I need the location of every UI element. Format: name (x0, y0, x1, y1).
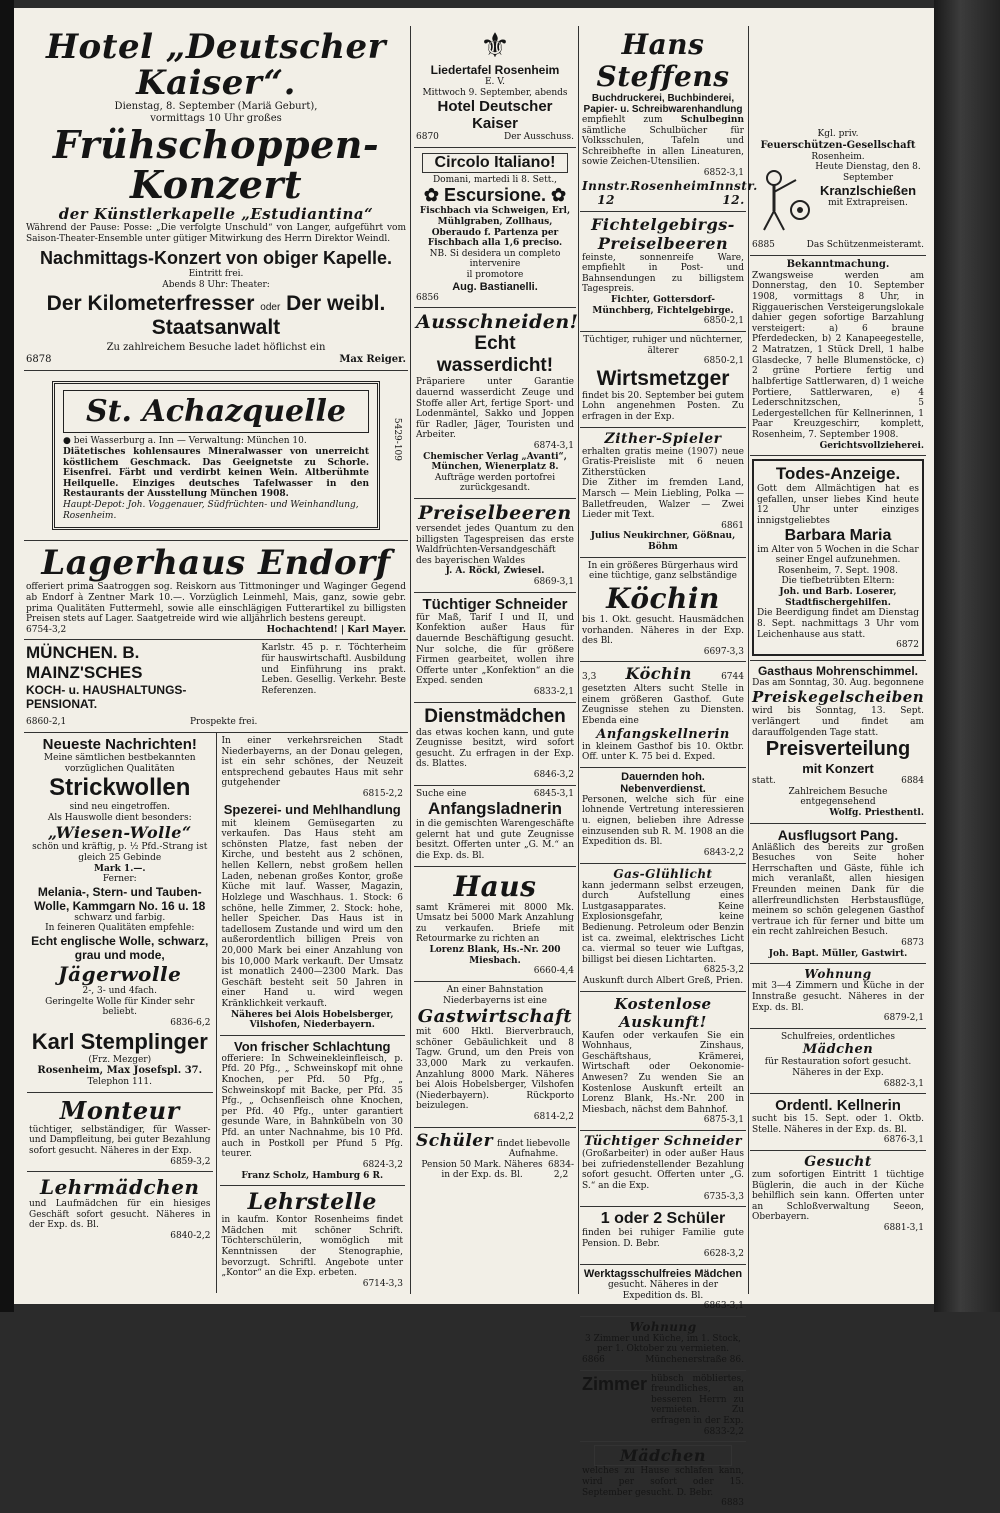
ad-monteur (27, 1093, 213, 1172)
ad-text: Fichter, Gottersdorf-Münchberg, Fichtelgebirge. (592, 295, 734, 316)
ad-text: Zahlreichem Besuche entgegensehend (788, 786, 888, 808)
ad-text: in kaufm. Kontor Rosenheims findet Mädchen mit schöner Schrift. Töchterschülerin, womöglich mit Kenntnissen der Stenographie, bevorzugt. Schriftl. Angebote unter „Kontor“ an die Exp. erbeten. (221, 1215, 403, 1279)
ad-text: für Maß, Tarif I und II, und Konfektion außer Haus für dauernde Beschäftigung gesucht. Nur solche, die für größere Firmen gearbeitet, wollen ihre Offerte unter „Konfektion“ an die Exped. senden (416, 612, 574, 687)
ad-number: 6872 (896, 640, 919, 651)
ad-title: Wohnung (804, 967, 872, 982)
ad-text: Als Hauswolle dient besonders: (47, 812, 192, 823)
ad-zimmer (580, 1371, 746, 1443)
ad-bekanntmachung (750, 256, 926, 456)
ad-title: MÜNCHEN. B. MAINZ'SCHES (26, 643, 143, 683)
ad-title: Werktagsschulfreies Mädchen (583, 1267, 743, 1280)
ad-footer: 6866 Münchenerstraße 86. (582, 1355, 744, 1366)
ad-schuler (414, 1128, 576, 1185)
ad-text: il promotore (466, 270, 524, 281)
ad-kellnerin (750, 1094, 926, 1151)
ad-text: empfiehlt zum Schulbeginn sämtliche Schulbücher für Volksschulen, Tafeln und Schreibhefte in allen Lineaturen, sowie Zeichen-Utensilien. (582, 115, 744, 168)
ad-text: versendet jedes Quantum zu den billigsten Tagespreisen das erste Waldfrüchten-Versandgeschäft des bayerischen Waldes (416, 524, 574, 566)
ad-haus (414, 867, 576, 982)
ad-headline: ✿ Escursione. ✿ (423, 185, 567, 206)
ad-ausflugsort (750, 824, 926, 965)
ad-number: 6852-3,1 (703, 168, 744, 179)
ad-text: Anläßlich des bereits zur großen Besuches von Seite hoher Herrschaften und Gäste, fühle ich mich veranlaßt, allen hiesigen Freunden meinen Dank für die allerfreundlichsten Herbstausflüge, meinem so schön gelegenen Gasthof vertraue ich für ferner und bitte um ein recht zahlreichen Besuch. (752, 842, 924, 938)
ad-number: 5429-109 (392, 418, 402, 462)
ad-footer: Pension 50 Mark. Näheres in der Exp. ds. Bl. 6834-2,2 (421, 1159, 574, 1181)
ad-title: Gesucht (804, 1154, 872, 1170)
ad-text: Rosenheim. (811, 151, 865, 162)
ad-text: Kgl. priv. (817, 129, 859, 139)
ad-text: Tüchtiger, ruhiger und nüchterner, älterer (583, 334, 743, 356)
ad-text: und Laufmädchen für ein hiesiges Geschäft sofort gesucht. Näheres in der Exp. ds. Bl. (29, 1199, 211, 1231)
ad-gasthaus (750, 661, 926, 824)
column-4 (750, 26, 926, 1296)
ad-headline: Der Kilometerfresser oder Der weibl. Staatsanwalt (46, 292, 386, 340)
ad-anfangsladnerin (414, 786, 576, 867)
ad-title: Wirtsmetzger (596, 366, 730, 390)
ad-title: Dienstmädchen (424, 705, 566, 727)
ad-text: Buchdruckerei, Buchbinderei, Papier- u. Schreibwarenhandlung (583, 93, 743, 115)
column-2 (414, 26, 579, 1296)
ad-text: wird bis Sonntag, 13. Sept. verlängert und findet am darauffolgenden Tage statt. (752, 706, 924, 738)
ad-title: Zither-Spieler (604, 430, 722, 447)
ad-title: Circolo Italiano! (422, 153, 568, 173)
ad-number: 6873 (901, 938, 924, 949)
ad-text: kann jedermann selbst erzeugen, durch Aufstellung eines Lustgasapparates. Keine Explosionsgefahr, keine Bedienung. Petroleum oder Benzin ist ca. zweimal, elektrisches Licht ca. viermal so teuer wie Luftgas, billigst bei diesen Lichtarten. (582, 880, 744, 965)
ad-number: 6882-3,1 (883, 1078, 924, 1089)
ad-text: mit 600 Hktl. Bierverbrauch, schöner Gebäulichkeit und 8 Tagw. Grund, um den Preis von 33,000 Mark zu verkaufen. Anzahlung 8000 Mark. Näheres bei Alois Hobelsberger, Vilshofen (Niederbayern). Rückporto beizulegen. (416, 1027, 574, 1112)
ad-text: Schulfreies, ordentliches (781, 1031, 895, 1042)
ad-header: 3,3 Köchin 6744 (582, 664, 744, 684)
ad-number: 6881-3,1 (883, 1223, 924, 1234)
ad-text: Eintritt frei. (188, 269, 244, 280)
ad-number: 6840-2,2 (170, 1230, 211, 1241)
ad-footer: 6885 Das Schützenmeisteramt. (752, 240, 924, 251)
c1-lower-left (24, 733, 216, 1293)
ad-text: Das am Sonntag, 30. Aug. begonnene (752, 677, 924, 688)
ad-number: 6859-3,2 (170, 1156, 211, 1167)
ad-werktagsschulfreies (580, 1265, 746, 1317)
ad-box (52, 381, 380, 530)
ad-text: Joh. Bapt. Müller, Gastwirt. (768, 948, 908, 959)
ad-number: 6814-2,2 (533, 1112, 574, 1122)
ad-text: Mittwoch 9. September, abends (422, 87, 568, 98)
ad-text: samt Krämerei mit 8000 Mk. Umsatz bei 5000 Mark Anzahlung zu verkaufen. Briefe mit Retourmarke zu richten an (416, 902, 574, 945)
ad-title: Ordentl. Kellnerin (775, 1097, 901, 1115)
ad-tuchtiger-schneider (580, 1131, 746, 1207)
scan-left-edge (0, 0, 14, 1312)
ad-number: 6815-2,2 (362, 789, 403, 800)
ad-title: Bekanntmachung. (786, 258, 890, 270)
ad-title: Mädchen (802, 1042, 874, 1058)
ad-text: Chemischer Verlag „Avanti“, München, Wienerplatz 8. (423, 451, 567, 473)
ad-text: E. V. (484, 77, 506, 87)
ad-text: der Künstlerkapelle „Estudiantina“ (58, 205, 374, 223)
ad-footer: 6754-3,2 Hochachtend! | Karl Mayer. (26, 624, 406, 635)
ad-title: KOCH- u. HAUSHALTUNGS-PENSIONAT. (26, 683, 187, 712)
ad-schuler-2 (580, 1207, 746, 1265)
ad-number: 6843-2,2 (703, 847, 744, 858)
ad-footer: 6870 Der Ausschuss. (416, 132, 574, 143)
ad-text: Aug. Bastianelli. (452, 280, 538, 293)
ad-dienstmadchen (414, 703, 576, 786)
ad-title: Lehrmädchen (40, 1175, 200, 1200)
ad-text: Fischbach via Schweigen, Erl, Mühlgraben, Zollhaus, Oberaudo f. Partenza per Fischbach alla 1,6 preciso. (419, 206, 571, 249)
ad-wasserdicht (414, 308, 579, 499)
ad-text: offeriert prima Saatroggen sog. Reiskorn aus Tittmoninger und Waginger Gegend ab Endorf à Zentner Mark 10.—. Vorzüglich Leinmehl, Mais, ganz, sowie gebr. prima Qualitäten Futtermehl, sowie alle einschlägigen Futterartikel zu billigsten Preisen stets auf Lager. Saatgetreide wird wie alljährlich bestens gereupt. (26, 582, 406, 625)
ad-number: 6869-3,1 (533, 577, 574, 588)
ad-title: Monteur (59, 1095, 180, 1125)
ad-body (752, 162, 924, 240)
ad-wohnung-c4 (750, 964, 926, 1028)
ad-text: findet bis 20. September bei gutem Lohn angenehmen Posten. Zu erfragen in der Exp. (582, 390, 744, 422)
ad-headline: Barbara Maria (784, 526, 892, 544)
ad-text: Joh. und Barb. Loserer, Stadtfischergehilfen. (779, 587, 897, 608)
ad-headline: „Wiesen-Wolle“ (47, 823, 192, 843)
ad-title: Ausschneiden! (416, 311, 579, 334)
ad-text: schwarz und farbig. (74, 912, 166, 923)
ad-title: Feuerschützen-Gesellschaft (760, 139, 916, 151)
ad-wohnung-c3 (580, 1317, 746, 1371)
ad-title: Lehrstelle (247, 1189, 377, 1216)
ad-headline: Preiskegelscheiben (752, 688, 925, 707)
ad-kostenlose-auskunft (580, 992, 746, 1131)
c1-lower-right (216, 733, 409, 1293)
ad-number: 6874-3,1 (533, 440, 574, 451)
ad-headline: Echt wasserdicht! (436, 333, 554, 377)
ad-number: 6846-3,2 (533, 769, 574, 780)
ad-number: 6833-2,2 (703, 1426, 744, 1437)
ad-text: Geringelte Wolle für Kinder sehr beliebt. (45, 996, 195, 1018)
ad-number: 6735-3,3 (703, 1191, 744, 1202)
ad-text: offeriere: In Schweinekleinfleisch, p. Pfd. 20 Pfg., „ Schweinskopf mit ohne Knochen, per Pfd. 50 Pfg., „ Schweinskopf mit Backe, per Pfd. 35 Pfg., „ Ochsenfleisch ohne Knochen, per Pfd. 40 Pfg., unter garantiert gesunde Ware, in Bahnkübeln von 30 Pfd. an unter Nachnahme, bis 10 Pfd. auch in Postkoll per Pfund 5 Pfg. teurer. (221, 1053, 403, 1160)
ad-headline: Strickwollen (49, 774, 191, 802)
ad-text: Zwangsweise werden am Donnerstag, den 10. September 1908, vormittags 8 Uhr, in Riggauerischen Versteigerungslokale dahier gegen sofortige Barzahlung versteigert: a) 6 braune Pferdedecken, b) 2 Kanapeegestelle, 2 Matratzen, 1 Stück Drell, 1 halbe Glasdecke, 7 helle Blumenstöcke, c) 2 grüne Portiere fertig und halbfertige Sattlerwaren, d) 1 weiche Portiere, Sattlerwaren, e) 4 Lederschnitzschen, 5 Ledergestellchen für Kellnerinnen, 1 Paar Kreuzgeschirr, komplett, Rosenheim, 7. September 1908. (752, 270, 924, 440)
ad-text: Die tiefbetrübten Eltern: (781, 576, 895, 587)
ad-number: 6628-3,2 (703, 1249, 744, 1260)
ad-number: 6876-3,1 (883, 1135, 924, 1146)
ad-hans-steffens (580, 26, 758, 212)
ad-text: Die Beerdigung findet am Dienstag 8. Sept. nachmittags 3 Uhr vom Leichenhause aus statt. (757, 608, 919, 640)
ad-text: Während der Pause: Posse: „Die verfolgte Unschuld“ von Langer, aufgeführt vom Saison-Theater-Ensemble unter gütiger Mitwirkung des Herrn Direktor Weindl. (26, 223, 406, 244)
ad-text: An einer Bahnstation Niederbayerns ist eine (443, 984, 547, 1006)
ad-todes-anzeige (750, 456, 926, 661)
ad-hotel-deutscher-kaiser (24, 26, 408, 371)
ad-headline: Von frischer Schlachtung (233, 1038, 391, 1054)
c1-lower (24, 733, 408, 1293)
lyre-icon: ⚜ (479, 26, 511, 66)
ad-text: hübsch möbliertes, freundliches, an besseren Herrn zu vermieten. Zu erfragen in der Exp. (651, 1373, 744, 1427)
ad-text: Lorenz Blank, Hs.-Nr. 200 Miesbach. (429, 945, 561, 966)
ad-schneider (414, 593, 576, 703)
ad-text: Heute Dienstag, den 8. September (815, 162, 921, 183)
ad-text: sucht bis 15. Sept. oder 1. Oktb. Stelle. Näheres in der Exp. ds. Bl. (752, 1114, 924, 1135)
ad-schlachtung (220, 1036, 406, 1186)
ad-footer: statt. 6884 (752, 776, 924, 787)
ad-text: Zu zahlreichem Besuche ladet höflichst ein (106, 342, 326, 354)
ad-text: gesetzten Alters sucht Stelle in einem größeren Gasthof. Gute Zeugnisse stehen zu Diensten. Ebenda eine (582, 684, 744, 727)
ad-footer: Innstr. 12 Rosenheim Innstr. 12. (582, 178, 758, 207)
ad-text: Wolfg. Priesthentl. (829, 807, 924, 818)
ad-text: in die gemischten Warengeschäfte gelernt hat und gute Zeugnisse besitzt. Offerten unter „G. M.“ an die Exp. ds. Bl. (416, 819, 574, 862)
ad-text: bis 1. Okt. gesucht. Hausmädchen vorhanden. Näheres in der Exp. des Bl. (582, 614, 744, 647)
ad-headline: Hotel Deutscher Kaiser (437, 98, 553, 133)
ad-number: 6825-3,2 (703, 965, 744, 976)
ad-spezerei (220, 733, 406, 1036)
ad-kochin (580, 558, 746, 663)
ad-text: Rosenheim, 7. Sept. 1908. (778, 565, 898, 576)
ad-title: Tüchtiger Schneider (583, 1134, 743, 1150)
ad-feuerschutzen (750, 126, 926, 256)
ad-text: Julius Neukirchner, Gößnau, Böhm (590, 531, 736, 553)
ad-text: im Alter von 5 Wochen in die Schar seiner Engel aufzunehmen. (757, 544, 919, 566)
ad-text: Dienstag, 8. September (Mariä Geburt), (114, 101, 318, 112)
ad-text: Auskunft durch Albert Greß, Prien. (582, 976, 744, 986)
ad-headline: mit Konzert (802, 761, 874, 777)
ad-text: für Restauration sofort gesucht. Näheres in der Exp. (764, 1057, 912, 1078)
ad-title: Köchin (606, 581, 720, 615)
ad-text: In feineren Qualitäten empfehle: (45, 923, 195, 934)
ad-title: Zimmer (582, 1373, 648, 1394)
ad-title: Gasthaus Mohrenschimmel. (757, 663, 919, 678)
ad-text: 2-, 3- und 4fach. (82, 986, 157, 997)
ad-text: schön und kräftig, p. ½ Pfd.-Strang ist gleich 25 Gebinde (32, 842, 208, 864)
ad-headline: Anfangskellnerin (596, 726, 730, 742)
column-rule (410, 26, 411, 1294)
ad-text: Telephon 111. (87, 1077, 152, 1088)
ad-lagerhaus-endorf (24, 541, 408, 640)
ad-fichtelgebirgs (580, 212, 746, 332)
ad-text: Diätetisches kohlensaures Mineralwasser von unerreicht köstlichem Geschmack. Das Geeignetste zu Schorle. Eisenfrei. Färbt und verdirbt keinen Wein. Altberühmte Heilquelle. Einziges deutsches Tafelwasser in den Restaurants der Ausstellung München 1908. (63, 447, 369, 500)
column-1 (24, 26, 408, 1296)
ad-number: 6660-4,4 (533, 966, 574, 977)
flower-icon: ✿ (551, 185, 567, 206)
ad-number: 6833-2,1 (533, 686, 574, 697)
newspaper-page (14, 8, 934, 1509)
ad-headline: Jägerwolle (58, 962, 182, 987)
ad-text: vormittags 10 Uhr großes (150, 113, 282, 124)
ad-number: 6883 (721, 1498, 744, 1509)
ad-zither (580, 428, 746, 558)
ad-frame (63, 390, 369, 433)
ad-text: gesucht. Näheres in der Expedition ds. Bl. (607, 1279, 719, 1301)
ad-footer: 6860-2,1 Prospekte frei. (26, 717, 258, 728)
ad-text: in kleinem Gasthof bis 10. Oktbr. Off. unter K. 75 bei d. Exped. (582, 741, 744, 763)
ad-text: In einer verkehrsreichen Stadt Niederbayerns, an der Donau gelegen, ist ein sehr schönes, der Neuzeit entsprechend gebautes Haus mit sehr gutgehender (221, 735, 403, 789)
ad-title: Lagerhaus Endorf (41, 543, 391, 584)
ad-title: Dauernden hoh. Nebenverdienst. (620, 770, 706, 795)
ad-text: Mark 1.—. (94, 863, 146, 874)
ad-number: 6879-2,1 (883, 1013, 924, 1024)
ad-text: das etwas kochen kann, und gute Zeugnisse besitzt, wird sofort gesucht. Zu erfragen in der Exp. ds. Blattes. (416, 727, 574, 770)
ad-headline: Echt englische Wolle, schwarz, grau und mode, (31, 934, 209, 963)
ad-circolo-italiano (414, 148, 576, 308)
ad-text: Franz Scholz, Hamburg 6 R. (241, 1170, 384, 1181)
ad-text: zum sofortigen Eintritt 1 tüchtige Büglerin, die auch in der Küche behilflich sein kann. Offerten unter an Schloßverwaltung Seeon, Oberbayern. (752, 1170, 924, 1223)
ad-text: mit kleinem Gemüsegarten zu verkaufen. Das Haus steht am schönsten Platze, fast neben der Kirche, und besteht aus 2 schönen, hellen Kellern, nebst großem hellen Laden, nebenan großes Kontor, große Küche mit lauf. Wasser, Magazin, Holzlege und Waschhaus. 1. Stock: 6 schöne, helle Zimmer, 2. Stock: hohe, heller Speicher. Das Haus ist in tadellosem Zustande und wird um den außerordentlich billigen Preis von 20,000 Mark bei einer Anzahlung von bis 10,000 Mark verkauft. Der Umsatz ist monatlich 2400—2300 Mark. Das Geschäft besteht seit 50 Jahren in einer Hand u. wird wegen Kränklichkeit verkauft. (221, 818, 403, 1009)
ad-lehrmadchen (27, 1172, 213, 1245)
ad-headline: Kranzlschießen (819, 183, 917, 199)
ad-header: Suche eine 6845-3,1 (416, 788, 574, 799)
ad-text: Präpariere unter Garantie dauernd wasserdicht Zeuge und Stoffe aller Art, fertige Sport- und Lodenmäntel, Sakko und Joppen für Radler, Jäger, Touristen und Arbeiter. (416, 377, 574, 441)
ad-number: 6856 (416, 292, 439, 303)
ad-number: 6875-3,1 (703, 1115, 744, 1126)
ad-headline: Nachmittags-Konzert von obiger Kapelle. (39, 248, 393, 269)
ad-text: Haupt-Depot: Joh. Voggenauer, Südfrüchten- und Weinhandlung, Rosenheim. (63, 500, 359, 521)
ad-headline: Melania-, Stern- und Tauben-Wolle, Kammgarn No. 16 u. 18 (34, 884, 206, 913)
ad-title: Liedertafel Rosenheim (430, 63, 560, 77)
ad-gastwirtschaft (414, 982, 576, 1128)
ad-lehrstelle (220, 1186, 406, 1293)
ad-text: erhalten gratis meine (1907) neue Gratis-Preisliste mit 6 neuen Zitherstücken (582, 446, 744, 478)
ad-number: 6714-3,3 (362, 1278, 403, 1289)
ad-mainz-pensionat (24, 640, 408, 733)
ad-header: Schüler findet liebevolle Aufnahme. (416, 1130, 571, 1160)
ad-text: welches zu Hause schlafen kann, wird per sofort oder 15. September gesucht. D. Bebr. (582, 1466, 744, 1498)
ad-text: sind neu eingetroffen. (69, 802, 170, 813)
ad-text: mit Extrapreisen. (828, 198, 908, 209)
ad-title: Ausflugsort Pang. (777, 826, 899, 843)
ad-text: NB. Si desidera un completo intervenire (429, 248, 561, 270)
ad-title: Preiselbeeren (418, 502, 572, 525)
ad-liedertafel (414, 26, 576, 148)
ad-number: 6863-3,1 (703, 1301, 744, 1312)
ad-title: Kostenlose Auskunft! (614, 994, 712, 1031)
ad-gesucht (750, 1151, 926, 1238)
ad-title: Haus (453, 869, 537, 903)
ad-wirtsmetzger (580, 332, 746, 428)
ad-title: Hans Steffens (596, 28, 730, 93)
ad-number: 6850-2,1 (703, 356, 744, 367)
flower-icon: ✿ (423, 185, 439, 206)
column-rule (748, 26, 749, 1294)
ad-title: Todes-Anzeige. (775, 464, 901, 484)
ad-madchen-c3 (580, 1442, 746, 1512)
ad-text: Ferner: (102, 874, 137, 885)
ad-title: Anfangsladnerin (427, 799, 563, 819)
ad-number: 6824-3,2 (362, 1159, 403, 1170)
ad-text: J. A. Röckl, Zwiesel. (445, 566, 545, 577)
ad-number: 6861 (721, 520, 744, 531)
ad-text: Gott dem Allmächtigen hat es gefallen, unser liebes Kind heute 12 Uhr unter einziges innigstgeliebtes (757, 484, 919, 527)
ad-number: 6836-6,2 (170, 1017, 211, 1028)
ad-headline: Preisverteilung (765, 738, 911, 761)
ad-title: Neueste Nachrichten! (42, 735, 197, 753)
ad-number: 6697-3,3 (703, 646, 744, 657)
book-spine (934, 0, 1000, 1312)
ad-title: St. Achazquelle (86, 394, 346, 430)
ad-text: Rosenheim, Max Josefspl. 37. (37, 1065, 203, 1077)
shooter-figure-icon (752, 166, 812, 236)
ad-text: mit 3—4 Zimmern und Küche in der Innstraße gesucht. Näheres in der Exp. ds. Bl. (752, 981, 924, 1013)
ad-title: Hotel „Deutscher Kaiser“. (45, 27, 387, 103)
ad-footer: 6878 Max Reiger. (26, 354, 406, 366)
ad-text: (Frz. Mezger) (88, 1054, 152, 1065)
ad-text: Karlstr. 45 p. r. Töchterheim für hauswirtschaftl. Ausbildung und Einführung ins prakt. Leben. Gesellig. Verkehr. Beste Referenzen. (261, 643, 406, 696)
ad-neueste-nachrichten (27, 733, 213, 1093)
ad-text: Kaufen oder verkaufen Sie ein Wohnhaus, Zinshaus, Geschäftshaus, Krämerei, Wirtschaft oder Oekonomie-Anwesen? Zu wenden Sie an Kostenlose Auskunft erteilt an Lorenz Blank, Hs.-Nr. 200 in Miesbach, nächst dem Bahnhof. (582, 1030, 744, 1115)
ad-text: feinste, sonnenreife Ware, empfiehlt in Post- und Bahnsendungen zu billigstem Tagespreis. (582, 252, 744, 295)
ad-title: 1 oder 2 Schüler (600, 1210, 726, 1228)
ad-text: Personen, welche sich für eine lohnende Vertretung interessieren u. eignen, belieben ihre Adresse einzusenden sub R. M. 1908 an die Expedition ds. Bl. (582, 794, 744, 848)
ad-text: Abends 8 Uhr: Theater: (162, 279, 270, 290)
ad-body (651, 1374, 744, 1438)
ad-gas-gluhlicht (580, 864, 746, 992)
ad-text: ● bei Wasserburg a. Inn — Verwaltung: München 10. (63, 436, 307, 447)
ad-st-achazquelle (24, 371, 408, 541)
ad-preiselbeeren (414, 499, 576, 593)
ad-title: Mädchen (594, 1445, 732, 1466)
ad-frame (752, 459, 924, 656)
ad-madchen-c4 (750, 1029, 926, 1094)
column-3 (580, 26, 758, 1509)
ad-title: Gastwirtschaft (417, 1006, 573, 1028)
ad-left (26, 643, 257, 728)
ad-body-text (812, 162, 924, 240)
ad-headline: Karl Stemplinger (31, 1028, 208, 1054)
ad-title: Tüchtiger Schneider (422, 595, 568, 613)
ad-title: Wohnung (629, 1319, 697, 1334)
ad-title: Fichtelgebirgs-Preiselbeeren (591, 214, 735, 253)
ad-text: tüchtiger, selbständiger, für Wasser- und Dampfleitung, bei guter Bezahlung sofort gesucht. Näheres in der Exp. (29, 1124, 211, 1156)
ad-text: finden bei ruhiger Familie gute Pension. D. Bebr. (582, 1228, 744, 1249)
ad-headline: Spezerei- und Mehlhandlung (223, 801, 401, 817)
ad-title: Gas-Glühlicht (613, 866, 713, 881)
ad-text: Gerichtsvollzieherei. (819, 440, 924, 451)
ad-text: (Großarbeiter) in oder außer Haus bei zufriedenstellender Bezahlung sofort gesucht. Offerten unter „G. S.“ an die Exp. (582, 1149, 744, 1191)
ad-nebenverdienst (580, 768, 746, 864)
ad-headline: Frühschoppen-Konzert (52, 122, 380, 207)
ad-text: 3 Zimmer und Küche, im 1. Stock, per 1. Oktober zu vermieten. (585, 1333, 741, 1355)
column-rule (578, 26, 579, 1294)
ad-text: Domani, martedi li 8. Sett., (432, 174, 558, 185)
ad-text: In ein größeres Bürgerhaus wird eine tüchtige, ganz selbständige (587, 560, 739, 582)
ad-number: 6850-2,1 (703, 316, 744, 327)
ad-text: Aufträge werden portofrei zurückgesandt. (434, 472, 556, 494)
ad-body (582, 215, 744, 327)
ad-text: Die Zither im fremden Land, Marsch — Mein Liebling, Polka — Balletfreuden, Walzer — Zwei Lieder mit Text. (582, 478, 744, 521)
ad-text: Näheres bei Alois Hobelsberger, Vilshofen, Niederbayern. (230, 1009, 394, 1031)
ad-kochin-2 (580, 662, 746, 768)
ad-text: Meine sämtlichen bestbekannten vorzüglichen Qualitäten (43, 752, 196, 774)
